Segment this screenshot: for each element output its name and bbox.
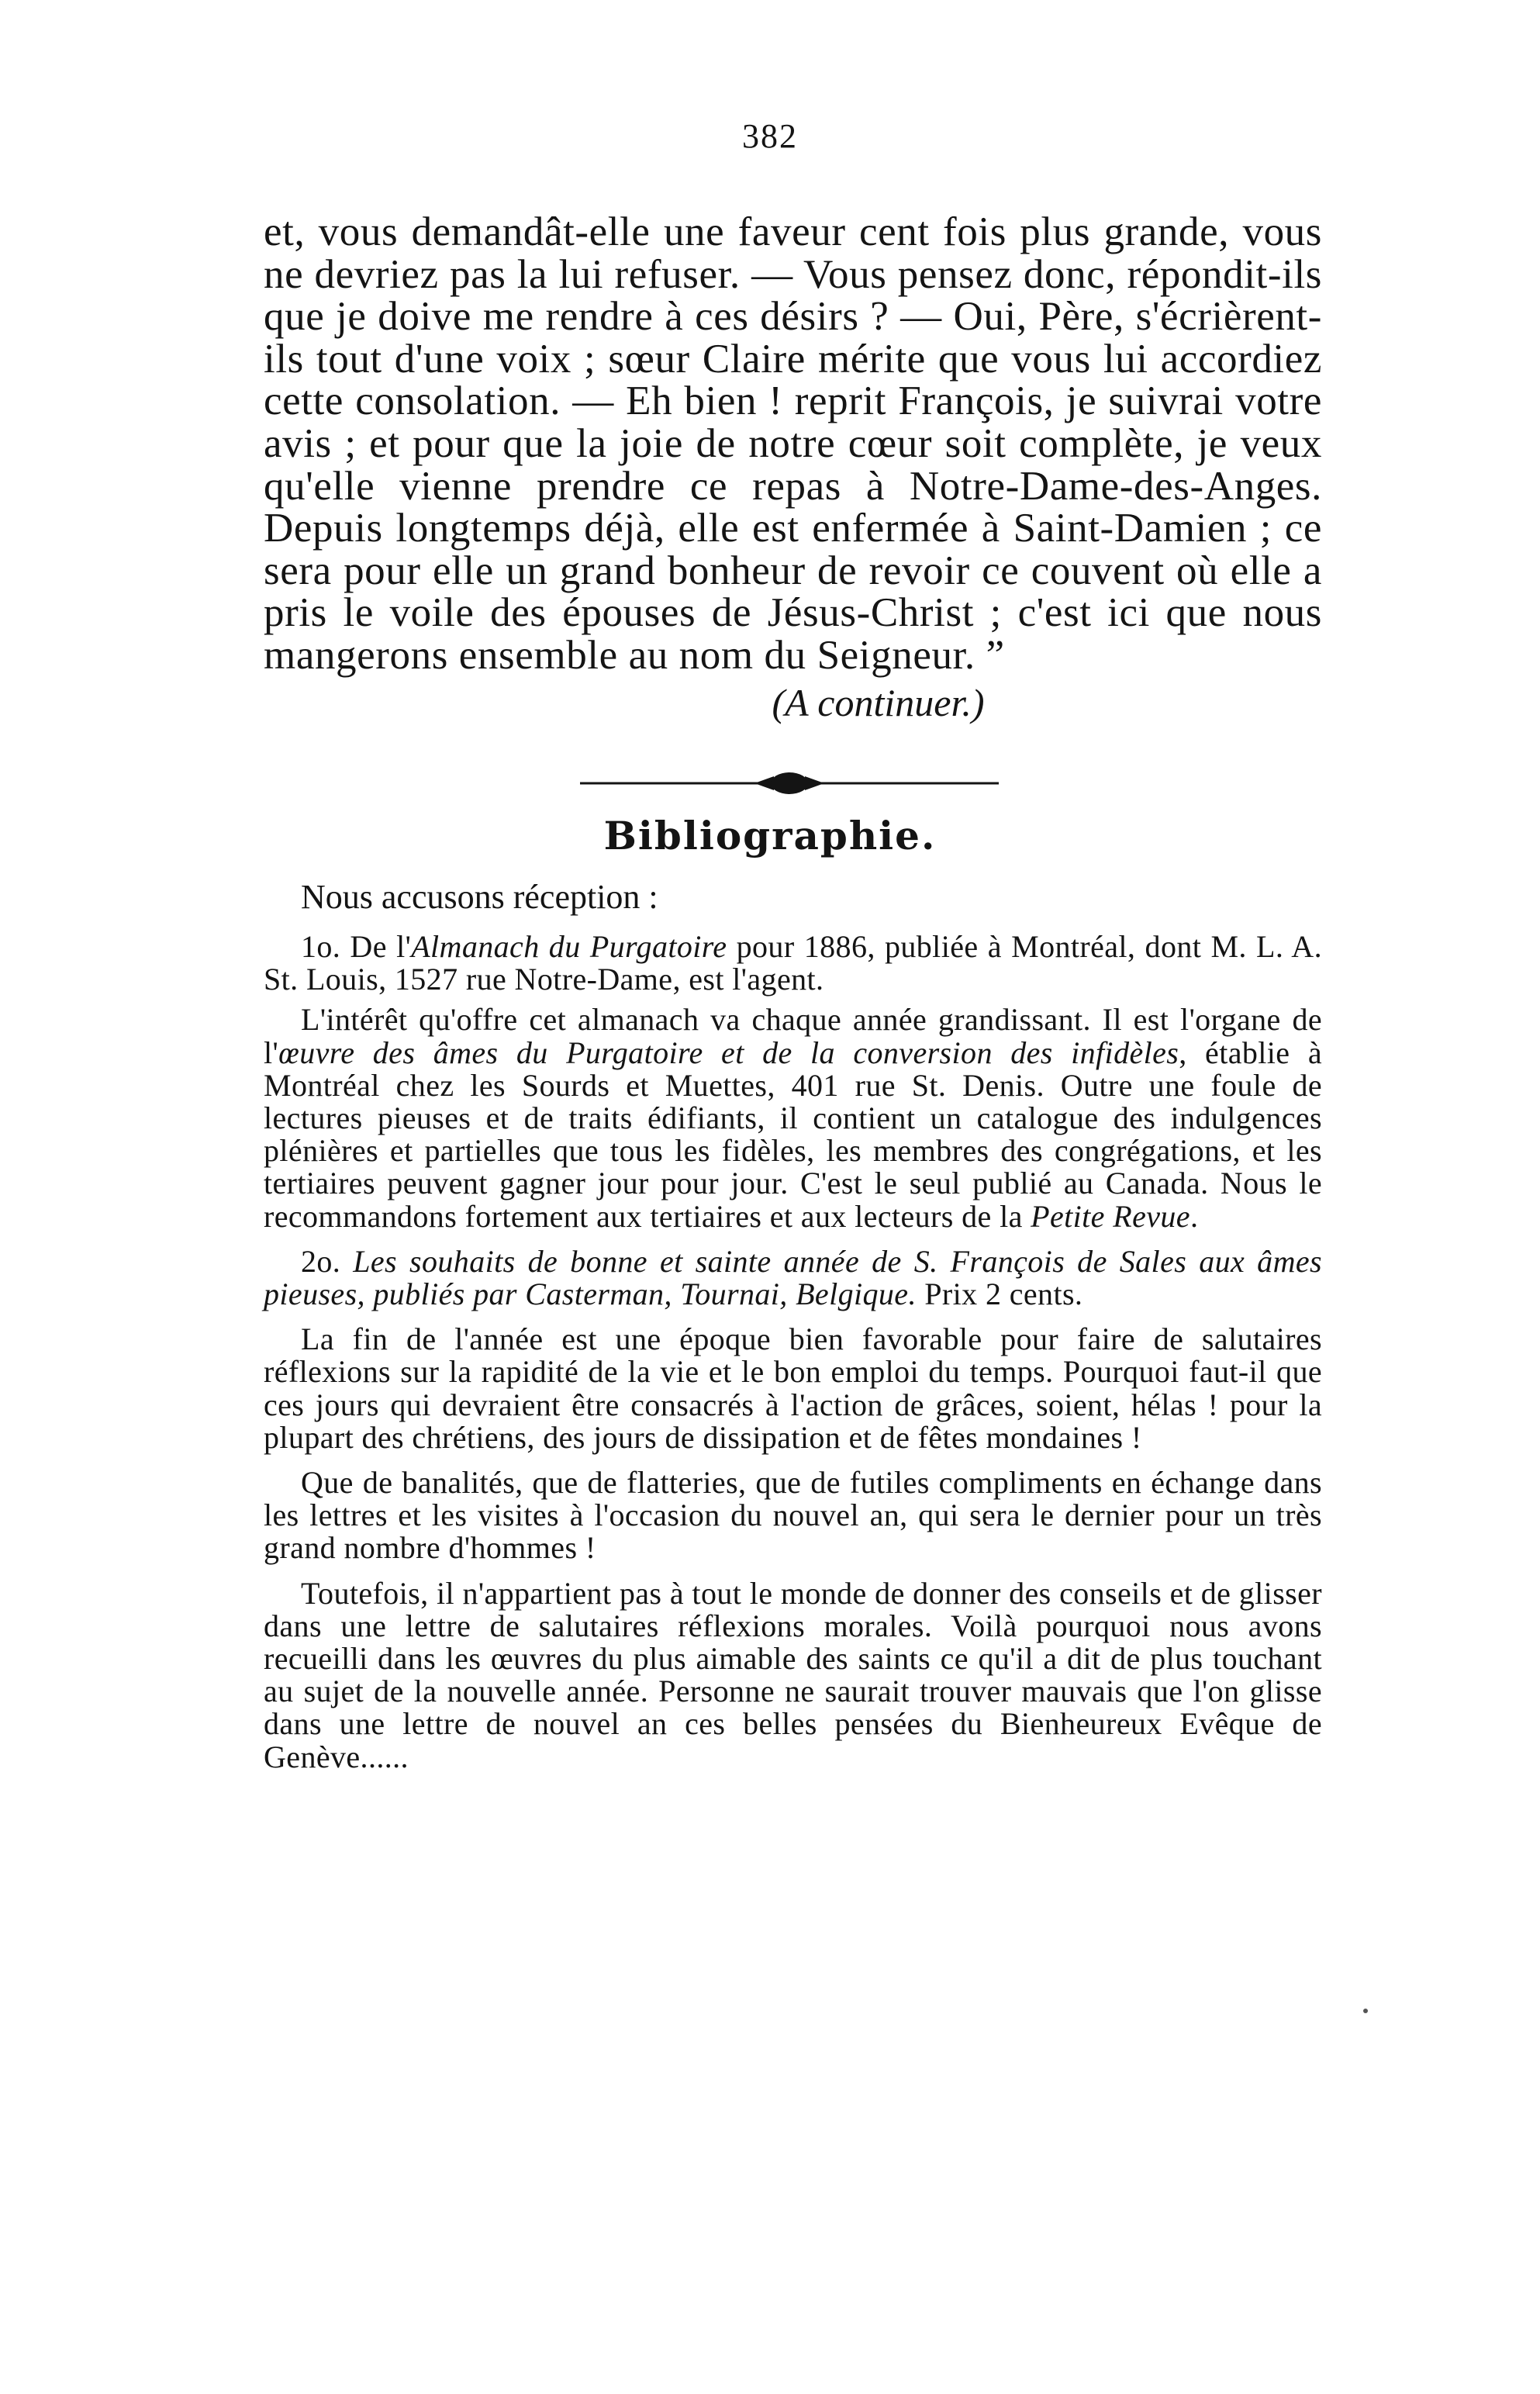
- bibliography-item-1: [264, 931, 1322, 996]
- item-2-title: Les souhaits de bonne et sainte année de S. François de Sales aux âmes pieuses, publiés par Casterman, Tournai, Belgique.: [264, 1243, 1322, 1312]
- scan-speck: [1363, 2009, 1368, 2013]
- bibliography-intro: Nous accusons réception :: [301, 878, 658, 916]
- item-1-desc-revue-title: Petite Revue: [1031, 1198, 1190, 1234]
- item-2-details: Prix 2 cents.: [916, 1276, 1083, 1312]
- item-1-desc-part-2: , établie à Montréal chez les Sourds et Muettes, 401 rue St. Denis. Outre une foule de lectures pieuses et de traits édifiants, il contient un catalogue des indulgences plénières et partielles que tous les fidèles, les membres des congrégations, et les tertiaires peuvent gagner jour pour jour. C'est le seul publié au Canada. Nous le recommandons fortement aux tertiaires et aux lecteurs de la: [264, 1035, 1322, 1234]
- bibliography-paragraph: La fin de l'année est une époque bien favorable pour faire de salutaires réflexions sur la rapidité de la vie et le bon emploi du temps. Pourquoi faut-il que ces jours qui devraient être consacrés à l'action de grâces, soient, hélas ! pour la plupart des chrétiens, des jours de dissipation et de fêtes mondaines !: [264, 1321, 1322, 1455]
- continuation-paragraph: et, vous demandât-elle une faveur cent fois plus grande, vous ne devriez pas la lui refuser. — Vous pensez donc, répondit-ils que je doive me rendre à ces désirs ? — Oui, Père, s'écrièrent-ils tout d'une voix ; sœur Claire mérite que vous lui accordiez cette consolation. — Eh bien ! reprit François, je suivrai votre avis ; et pour que la joie de notre cœur soit complète, je veux qu'elle vienne prendre ce repas à Notre-Dame-des-Anges. Depuis longtemps déjà, elle est enfermée à Saint-Damien ; ce sera pour elle un grand bonheur de revoir ce couvent où elle a pris le voile des épouses de Jésus-Christ ; c'est ici que nous mangerons ensemble au nom du Seigneur. ”: [264, 209, 1322, 678]
- bibliography-item-2: [264, 1245, 1322, 1311]
- section-divider-ornament: [580, 768, 999, 799]
- story-continuation: [264, 211, 1322, 725]
- bibliography-paragraph: Que de banalités, que de flatteries, que de futiles compliments en échange dans les lettres et les visites à l'occasion du nouvel an, qui sera le dernier pour un très grand nombre d'hommes !: [264, 1465, 1322, 1566]
- item-1-desc-part-1: L'intérêt qu'offre cet almanach va chaque année grandissant. Il est l'organe de l': [264, 1002, 1322, 1070]
- item-1-details: pour 1886, publiée à Montréal, dont M. L. A. St. Louis, 1527 rue Notre-Dame, est l'agent.: [264, 929, 1322, 997]
- bibliography-paragraph: Toutefois, il n'appartient pas à tout le monde de donner des conseils et de glisser dans une lettre de salutaires réflexions morales. Voilà pourquoi nous avons recueilli dans les œuvres du plus aimable des saints ce qu'il a dit de plus touchant au sujet de la nouvelle année. Personne ne saurait trouver mauvais que l'on glisse dans une lettre de nouvel an ces belles pensées du Bienheureux Evêque de Genève......: [264, 1575, 1322, 1774]
- item-1-desc-work-title: œuvre des âmes du Purgatoire et de la conversion des infidèles: [278, 1035, 1179, 1070]
- item-1-lead: 1o. De l': [301, 929, 412, 964]
- bibliography-item-1-description: [264, 1004, 1322, 1232]
- item-1-desc-part-3: .: [1190, 1198, 1199, 1234]
- bibliography-body: [264, 931, 1322, 1786]
- item-2-lead: 2o.: [301, 1243, 354, 1279]
- item-1-title: Almanach du Purgatoire: [411, 929, 727, 964]
- to-be-continued-note: (A continuer.): [772, 680, 985, 724]
- bibliography-heading: Bibliographie.: [603, 813, 937, 858]
- page-number: 382: [742, 117, 798, 155]
